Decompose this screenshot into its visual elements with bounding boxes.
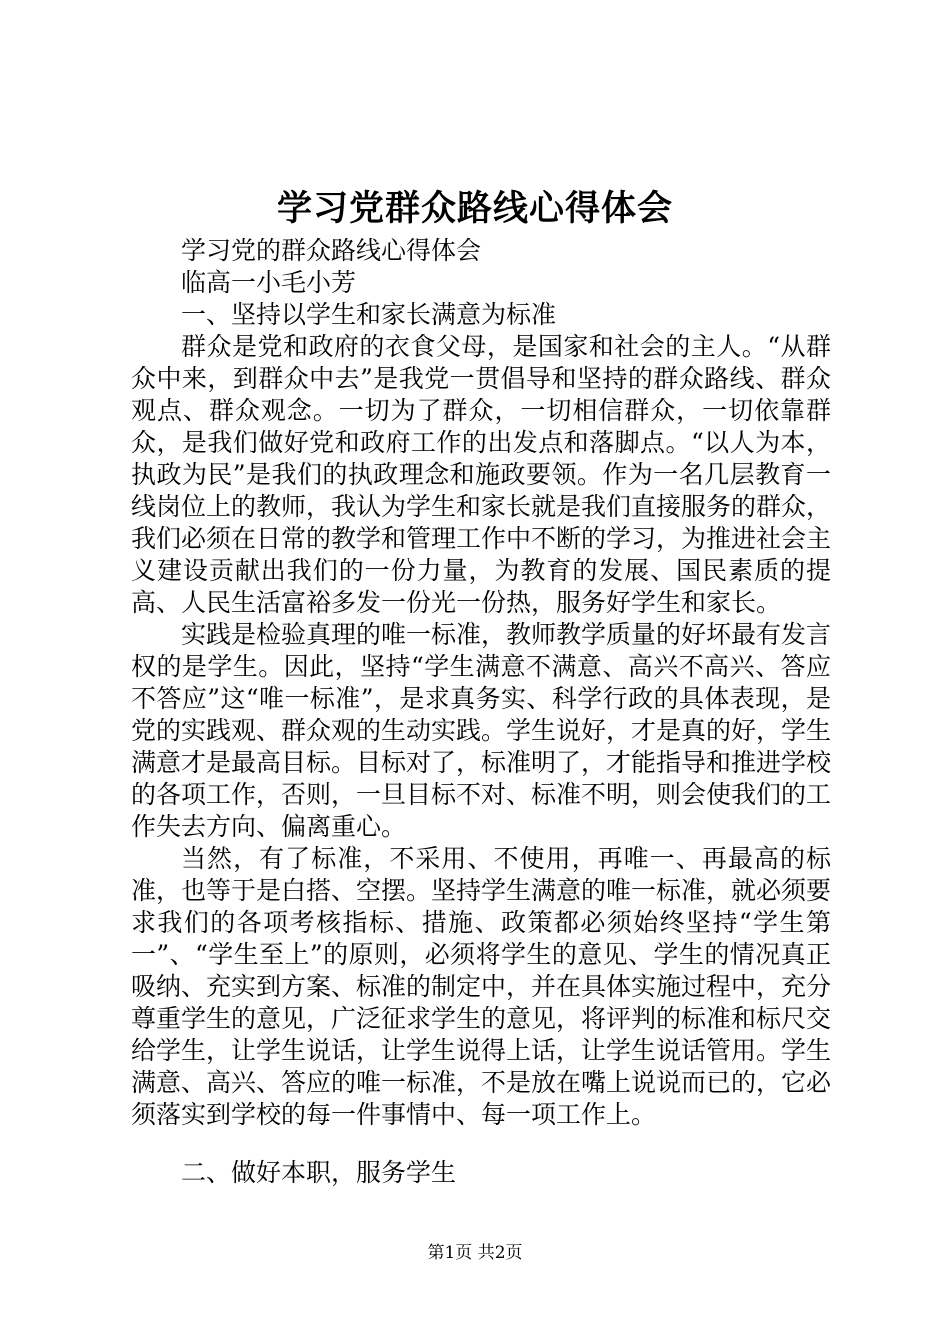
blank-line — [131, 1131, 831, 1157]
paragraph-3: 当然，有了标准，不采用、不使用，再唯一、再最高的标准，也等于是白搭、空摆。坚持学生满意的唯一标准，就必须要求我们的各项考核指标、措施、政策都必须始终坚持“学生第一”、“学生至上”的原则，必须将学生的意见、学生的情况真正吸纳、充实到方案、标准的制定中，并在具体实施过程中，充分尊重学生的意见，广泛征求学生的意见，将评判的标准和标尺交给学生，让学生说话，让学生说得上话，让学生说话管用。学生满意、高兴、答应的唯一标准，不是放在嘴上说说而已的，它必须落实到学校的每一件事情中、每一项工作上。 — [131, 844, 832, 1129]
section-heading-2: 二、做好本职，服务学生 — [181, 1158, 457, 1187]
document-subtitle: 学习党的群众路线心得体会 — [181, 236, 482, 265]
document-author: 临高一小毛小芳 — [181, 268, 357, 297]
paragraph-1: 群众是党和政府的衣食父母，是国家和社会的主人。“从群众中来，到群众中去”是我党一贯倡导和坚持的群众路线、群众观点、群众观念。一切为了群众，一切相信群众，一切依靠群众，是我们做好党和政府工作的出发点和落脚点。“以人为本，执政为民”是我们的执政理念和施政要领。作为一名几层教育一线岗位上的教师，我认为学生和家长就是我们直接服务的群众，我们必须在日常的教学和管理工作中不断的学习，为推进社会主义建设贡献出我们的一份力量，为教育的发展、国民素质的提高、人民生活富裕多发一份光一份热，服务好学生和家长。 — [131, 332, 832, 617]
section-heading-1: 一、坚持以学生和家长满意为标准 — [181, 300, 557, 329]
document-title: 学习党群众路线心得体会 — [276, 188, 673, 229]
paragraph-2: 实践是检验真理的唯一标准，教师教学质量的好坏最有发言权的是学生。因此，坚持“学生满意不满意、高兴不高兴、答应不答应”这“唯一标准”，是求真务实、科学行政的具体表现，是党的实践观、群众观的生动实践。学生说好，才是真的好，学生满意才是最高目标。目标对了，标准明了，才能指导和推进学校的各项工作，否则，一旦目标不对、标准不明，则会使我们的工作失去方向、偏离重心。 — [131, 620, 832, 841]
page-footer: 第1页 共2页 — [427, 1243, 523, 1263]
document-body — [131, 235, 831, 1189]
